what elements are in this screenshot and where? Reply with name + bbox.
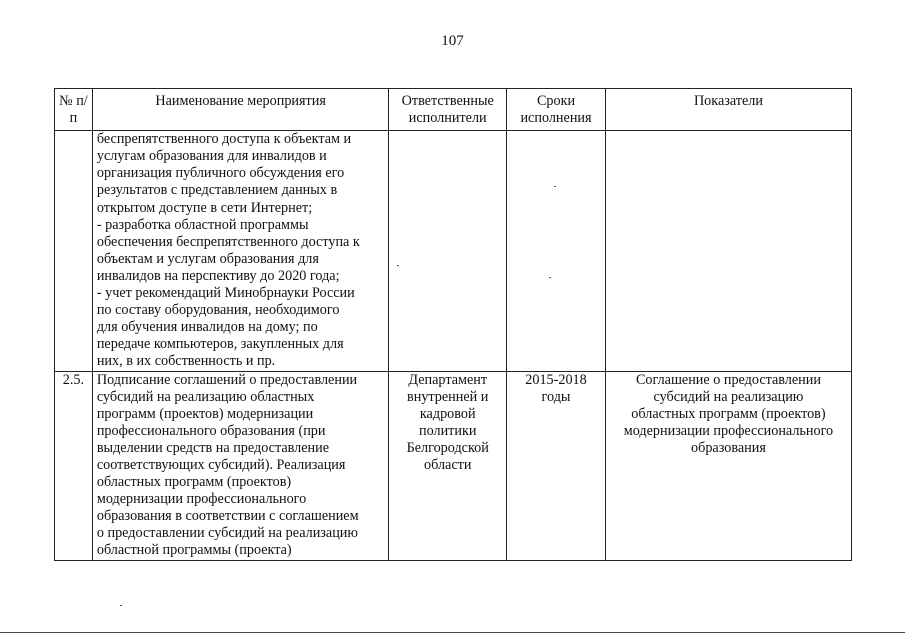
indicator-line: Соглашение о предоставлении (635, 371, 821, 388)
indicator-line: субсидий на реализацию (653, 388, 804, 405)
header-indicators: Показатели (605, 89, 851, 131)
activity-name-cell (92, 371, 389, 560)
activity-name-line: - учет рекомендаций Минобрнауки России (96, 285, 355, 302)
activity-name-cell (92, 131, 389, 371)
header-num: № п/п (55, 89, 93, 131)
activity-name-line: областных программ (проектов) (96, 474, 292, 491)
responsible-line: внутренней и (407, 388, 489, 405)
responsible-line: политики (418, 422, 477, 439)
responsible-cell (389, 371, 507, 560)
page-bottom-rule (0, 632, 905, 633)
header-responsible: Ответственные исполнители (389, 89, 507, 131)
activity-name-line: передаче компьютеров, закупленных для (96, 336, 344, 353)
activity-name-line: субсидий на реализацию областных (96, 388, 315, 405)
activity-name-line: модернизации профессионального (96, 491, 307, 508)
header-name: Наименование мероприятия (92, 89, 389, 131)
activities-table (54, 88, 852, 561)
scan-speck (554, 186, 556, 187)
indicator-line: областных программ (проектов) (631, 405, 826, 422)
term-cell (507, 371, 606, 560)
activity-name-line: обеспечения беспрепятственного доступа к (96, 233, 360, 250)
activity-name-line: открытом доступе в сети Интернет; (96, 199, 313, 216)
scan-speck (397, 265, 399, 266)
term-cell (507, 131, 606, 371)
responsible-cell (389, 131, 507, 371)
responsible-line: Белгородской (406, 439, 489, 456)
activity-name-line: по составу оборудования, необходимого (96, 302, 340, 319)
activity-name-line: Подписание соглашений о предоставлении (96, 371, 358, 388)
row-number (55, 131, 93, 371)
table-header-row (55, 89, 852, 131)
activity-name-line: инвалидов на перспективу до 2020 года; (96, 267, 340, 284)
scan-speck (549, 277, 551, 278)
activity-name-line: образования в соответствии с соглашением (96, 508, 359, 525)
responsible-line: кадровой (419, 405, 476, 422)
indicators-cell (605, 371, 851, 560)
header-term: Сроки исполнения (507, 89, 606, 131)
activity-name-line: программ (проектов) модернизации (96, 405, 314, 422)
row-number: 2.5. (55, 371, 93, 560)
term-line: годы (541, 388, 571, 405)
table-row (55, 371, 852, 560)
activity-name-line: соответствующих субсидий). Реализация (96, 456, 346, 473)
responsible-line: Департамент (408, 371, 488, 388)
responsible-line: области (424, 456, 472, 473)
indicators-cell (605, 131, 851, 371)
activity-name-line: выделении средств на предоставление (96, 439, 329, 456)
activity-name-line: областной программы (проекта) (96, 542, 292, 559)
scan-speck (120, 605, 122, 606)
page-number: 107 (441, 33, 464, 49)
activity-name-line: услугам образования для инвалидов и (96, 148, 327, 165)
activity-name-line: о предоставлении субсидий на реализацию (96, 525, 358, 542)
activity-name-line: них, в их собственность и пр. (96, 353, 276, 370)
activity-name-line: объектам и услугам образования для (96, 250, 319, 267)
table-row (55, 131, 852, 371)
activity-name-line: для обучения инвалидов на дому; по (96, 319, 318, 336)
indicator-line: модернизации профессионального (623, 422, 834, 439)
activity-name-line: - разработка областной программы (96, 216, 309, 233)
activity-name-line: профессионального образования (при (96, 422, 326, 439)
term-line: 2015-2018 (525, 371, 587, 388)
activity-name-line: результатов с представлением данных в (96, 182, 338, 199)
activity-name-line: беспрепятственного доступа к объектам и (96, 131, 352, 148)
indicator-line: образования (691, 439, 766, 456)
activity-name-line: организация публичного обсуждения его (96, 165, 345, 182)
